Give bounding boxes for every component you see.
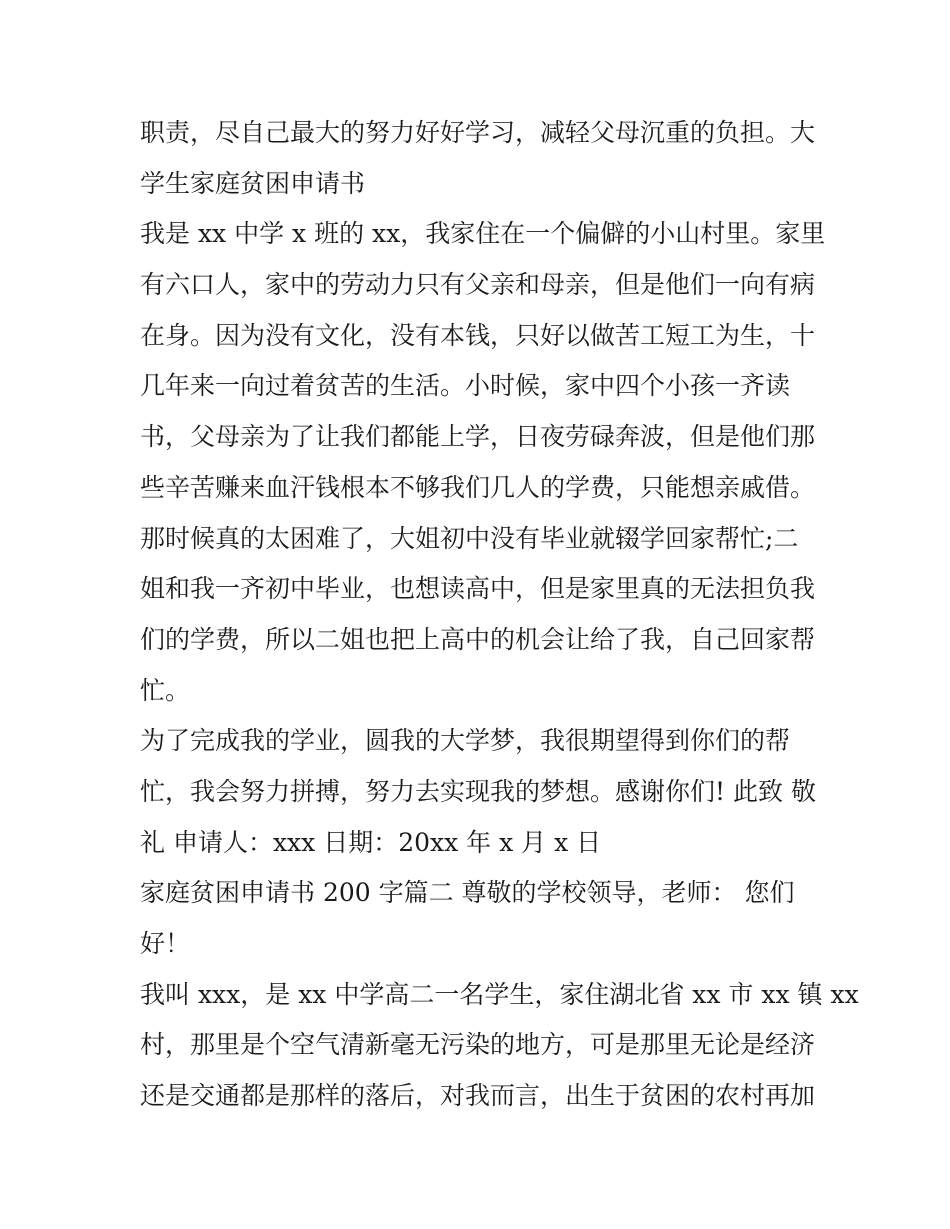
text-line: 为了完成我的学业，圆我的大学梦，我很期望得到你们的帮 — [140, 726, 791, 756]
text-line: 书，父母亲为了让我们都能上学，日夜劳碌奔波，但是他们那 — [140, 422, 816, 452]
text-line: 还是交通都是那样的落后，对我而言，出生于贫困的农村再加 — [140, 1081, 816, 1111]
text-line: 忙。 — [140, 675, 191, 705]
text-line: 些辛苦赚来血汗钱根本不够我们几人的学费，只能想亲戚借。 — [140, 472, 816, 502]
document-body — [140, 108, 859, 1122]
text-line: 我是 xx 中学 x 班的 xx，我家住在一个偏僻的小山村里。家里 — [140, 219, 826, 249]
text-line: 有六口人，家中的劳动力只有父亲和母亲，但是他们一向有病 — [140, 270, 816, 300]
text-line: 村，那里是个空气清新毫无污染的地方，可是那里无论是经济 — [140, 1030, 816, 1060]
text-line: 忙，我会努力拼搏，努力去实现我的梦想。感谢你们! 此致 敬 — [140, 776, 816, 806]
text-line: 几年来一向过着贫苦的生活。小时候，家中四个小孩一齐读 — [140, 371, 791, 401]
text-line: 家庭贫困申请书 200 字篇二 尊敬的学校领导，老师： 您们 — [140, 878, 795, 908]
text-line: 好！ — [140, 929, 191, 958]
text-line: 们的学费，所以二姐也把上高中的机会让给了我，自己回家帮 — [140, 624, 816, 654]
text-line: 礼 申请人：xxx 日期：20xx 年 x 月 x 日 — [140, 827, 602, 857]
text-line: 在身。因为没有文化，没有本钱，只好以做苦工短工为生，十 — [140, 320, 816, 350]
text-line: 职责，尽自己最大的努力好好学习，减轻父母沉重的负担。大 — [140, 118, 816, 147]
text-line: 那时候真的太困难了，大姐初中没有毕业就辍学回家帮忙;二 — [140, 523, 799, 553]
text-line: 学生家庭贫困申请书 — [140, 168, 366, 198]
text-line: 姐和我一齐初中毕业，也想读高中，但是家里真的无法担负我 — [140, 574, 816, 604]
text-line: 我叫 xxx，是 xx 中学高二一名学生，家住湖北省 xx 市 xx 镇 xx — [140, 979, 859, 1009]
